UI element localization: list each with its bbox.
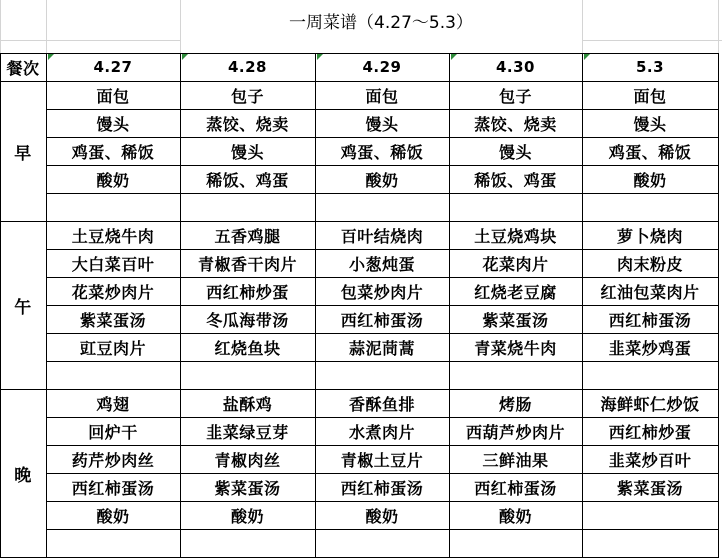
dish-cell: 酸奶 — [498, 506, 532, 526]
dish-cell — [582, 529, 718, 557]
dish-cell: 包子 — [230, 86, 264, 106]
dish-cell: 青菜烧牛肉 — [474, 338, 557, 358]
dish-cell: 烤肠 — [498, 394, 532, 414]
dish-cell: 蒸饺、烧卖 — [474, 114, 557, 134]
dish-cell — [180, 529, 315, 557]
dish-cell: 紫菜蛋汤 — [616, 478, 683, 498]
dish-cell: 馒头 — [365, 114, 399, 134]
dish-cell: 青椒肉丝 — [214, 450, 281, 470]
dish-cell — [46, 193, 180, 221]
dish-cell: 冬瓜海带汤 — [206, 310, 289, 330]
dish-cell: 紫菜蛋汤 — [214, 478, 281, 498]
dish-cell — [46, 361, 180, 389]
dish-cell — [180, 361, 315, 389]
dish-cell: 蒸饺、烧卖 — [206, 114, 289, 134]
dish-cell — [46, 529, 180, 557]
dish-cell: 三鲜油果 — [482, 450, 549, 470]
dish-cell — [315, 529, 449, 557]
dish-cell: 酸奶 — [365, 170, 399, 190]
dish-cell: 面包 — [365, 86, 399, 106]
meal-name: 午 — [14, 297, 32, 318]
header-date: 4.28 — [227, 58, 267, 76]
meal-name: 早 — [14, 143, 32, 164]
dish-cell: 蒜泥茼蒿 — [348, 338, 415, 358]
meal-name: 晚 — [14, 465, 32, 486]
dish-cell: 花菜炒肉片 — [71, 282, 155, 302]
dish-cell: 鸡蛋、稀饭 — [71, 142, 155, 162]
dish-cell: 面包 — [96, 86, 130, 106]
dish-cell: 面包 — [633, 86, 667, 106]
dish-cell: 青椒土豆片 — [340, 450, 424, 470]
dish-cell — [449, 529, 582, 557]
dish-cell: 肉末粉皮 — [616, 254, 683, 274]
dish-cell: 馒头 — [96, 114, 130, 134]
header-date: 5.3 — [635, 58, 665, 76]
dish-cell: 鸡蛋、稀饭 — [608, 142, 692, 162]
header-date: 4.30 — [495, 58, 535, 76]
dish-cell: 海鲜虾仁炒饭 — [600, 394, 700, 414]
dish-cell: 西红柿蛋汤 — [71, 478, 155, 498]
dish-cell: 红油包菜肉片 — [600, 282, 700, 302]
dish-cell: 百叶结烧肉 — [340, 226, 424, 246]
dish-cell: 西红柿蛋汤 — [474, 478, 557, 498]
dish-cell: 稀饭、鸡蛋 — [474, 170, 557, 190]
dish-cell: 紫菜蛋汤 — [482, 310, 549, 330]
dish-cell: 韭菜绿豆芽 — [206, 422, 289, 442]
dish-cell: 红烧老豆腐 — [474, 282, 557, 302]
dish-cell: 西红柿蛋汤 — [340, 310, 424, 330]
dish-cell — [449, 361, 582, 389]
dish-cell: 西红柿蛋汤 — [608, 310, 692, 330]
dish-cell: 五香鸡腿 — [214, 226, 281, 246]
dish-cell: 酸奶 — [96, 170, 130, 190]
dish-cell: 回炉干 — [88, 422, 138, 442]
dish-cell: 紫菜蛋汤 — [79, 310, 146, 330]
dish-cell: 小葱炖蛋 — [348, 254, 415, 274]
menu-title: 一周菜谱（4.27～5.3） — [289, 12, 473, 33]
dish-cell — [180, 193, 315, 221]
dish-cell: 西红柿炒蛋 — [608, 422, 692, 442]
dish-cell: 西红柿炒蛋 — [206, 282, 289, 302]
dish-cell: 馒头 — [633, 114, 667, 134]
dish-cell: 馒头 — [498, 142, 532, 162]
dish-cell: 萝卜烧肉 — [616, 226, 683, 246]
dish-cell: 西葫芦炒肉片 — [465, 422, 565, 442]
dish-cell: 青椒香干肉片 — [197, 254, 297, 274]
dish-cell: 包菜炒肉片 — [340, 282, 424, 302]
dish-cell: 馒头 — [230, 142, 264, 162]
dish-cell: 大白菜百叶 — [71, 254, 155, 274]
dish-cell: 包子 — [498, 86, 532, 106]
dish-cell: 药芹炒肉丝 — [71, 450, 155, 470]
dish-cell: 鸡蛋、稀饭 — [340, 142, 424, 162]
dish-cell: 水煮肉片 — [348, 422, 415, 442]
dish-cell — [582, 361, 718, 389]
dish-cell — [315, 361, 449, 389]
dish-cell: 酸奶 — [633, 170, 667, 190]
dish-cell: 韭菜炒百叶 — [608, 450, 692, 470]
dish-cell: 土豆烧牛肉 — [71, 226, 155, 246]
header-label: 餐次 — [6, 58, 40, 78]
dish-cell: 红烧鱼块 — [214, 338, 281, 358]
dish-cell: 酸奶 — [230, 506, 264, 526]
dish-cell: 香酥鱼排 — [348, 394, 415, 414]
header-date: 4.27 — [93, 58, 133, 76]
dish-cell — [449, 193, 582, 221]
dish-cell: 酸奶 — [96, 506, 130, 526]
dish-cell — [582, 501, 718, 529]
dish-cell: 土豆烧鸡块 — [474, 226, 557, 246]
dish-cell: 花菜肉片 — [482, 254, 549, 274]
dish-cell: 稀饭、鸡蛋 — [206, 170, 289, 190]
header-date: 4.29 — [362, 58, 402, 76]
dish-cell — [315, 193, 449, 221]
dish-cell: 韭菜炒鸡蛋 — [608, 338, 692, 358]
dish-cell: 鸡翅 — [96, 394, 130, 414]
dish-cell — [582, 193, 718, 221]
dish-cell: 豇豆肉片 — [79, 338, 146, 358]
dish-cell: 西红柿蛋汤 — [340, 478, 424, 498]
dish-cell: 酸奶 — [365, 506, 399, 526]
dish-cell: 盐酥鸡 — [222, 394, 273, 414]
